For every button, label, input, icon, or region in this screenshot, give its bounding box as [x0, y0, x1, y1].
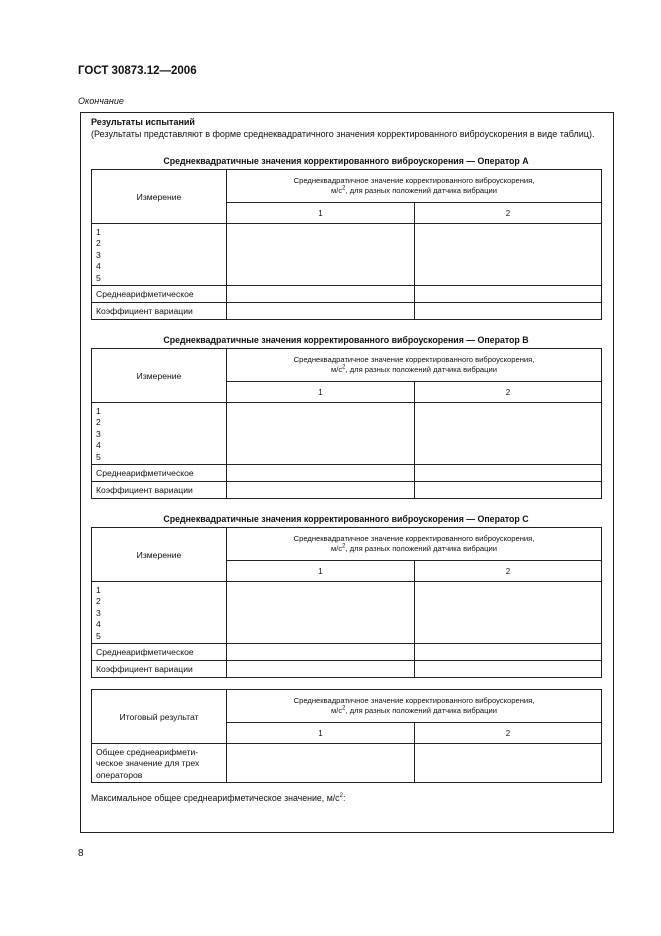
measurement-header: Измерение [92, 170, 227, 224]
value-cell-position-2 [415, 224, 602, 286]
final-result-header: Итоговый результат [92, 690, 227, 744]
position-1-header: 1 [227, 382, 415, 403]
position-1-header: 1 [227, 203, 415, 224]
section-title: Результаты испытаний [91, 117, 195, 127]
variation-cell-position-1 [227, 303, 415, 320]
value-header: Среднеквадратичное значение корректированного виброускорения, $м/с^2$, для разных положений датчика вибрации [227, 528, 602, 561]
results-table-operator-a [91, 169, 602, 320]
variation-cell-position-2 [415, 482, 602, 499]
value-header: Среднеквадратичное значение корректированного виброускорения, $м/с^2$, для разных положений датчика вибрации [227, 690, 602, 723]
overall-cell-position-1 [227, 744, 415, 783]
table-caption-operator-c: Среднеквадратичные значения корректированного виброускорения — Оператор C [163, 514, 529, 524]
max-mean-label: Максимальное общее среднеарифметическое значение, $м/с^2$: [91, 793, 346, 803]
value-cell-position-2 [415, 403, 602, 465]
value-header: Среднеквадратичное значение корректированного виброускорения, $м/с^2$, для разных положений датчика вибрации [227, 349, 602, 382]
mean-cell-position-2 [415, 465, 602, 482]
overall-mean-label: Общее среднеарифмети- ческое значение для трех операторов [92, 744, 227, 783]
final-result-table [91, 689, 602, 783]
variation-cell-position-2 [415, 661, 602, 678]
variation-cell-position-2 [415, 303, 602, 320]
position-2-header: 2 [415, 382, 602, 403]
section-note: (Результаты представляют в форме среднеквадратичного значения корректированного виброускорения в виде таблиц). [91, 129, 595, 139]
variation-label: Коэффициент вариации [92, 661, 227, 678]
overall-cell-position-2 [415, 744, 602, 783]
table-caption-operator-a: Среднеквадратичные значения корректированного виброускорения — Оператор A [163, 156, 529, 166]
measurement-header: Измерение [92, 528, 227, 582]
mean-label: Среднеарифметическое [92, 644, 227, 661]
measurement-header: Измерение [92, 349, 227, 403]
variation-cell-position-1 [227, 482, 415, 499]
position-1-header: 1 [227, 561, 415, 582]
mean-cell-position-2 [415, 644, 602, 661]
table-caption-operator-b: Среднеквадратичные значения корректированного виброускорения — Оператор B [163, 335, 529, 345]
value-cell-position-2 [415, 582, 602, 644]
value-header: Среднеквадратичное значение корректированного виброускорения, $м/с^2$, для разных положений датчика вибрации [227, 170, 602, 203]
mean-cell-position-1 [227, 286, 415, 303]
measurement-list: 1 2 3 4 5 [92, 582, 227, 644]
position-2-header: 2 [415, 561, 602, 582]
page-number: 8 [78, 848, 84, 859]
position-1-header: 1 [227, 723, 415, 744]
measurement-list: 1 2 3 4 5 [92, 403, 227, 465]
mean-cell-position-1 [227, 465, 415, 482]
variation-label: Коэффициент вариации [92, 482, 227, 499]
position-2-header: 2 [415, 203, 602, 224]
value-cell-position-1 [227, 582, 415, 644]
document-header: ГОСТ 30873.12—2006 [78, 65, 197, 77]
results-table-operator-b [91, 348, 602, 499]
variation-label: Коэффициент вариации [92, 303, 227, 320]
value-cell-position-1 [227, 224, 415, 286]
measurement-list: 1 2 3 4 5 [92, 224, 227, 286]
mean-cell-position-2 [415, 286, 602, 303]
mean-label: Среднеарифметическое [92, 286, 227, 303]
value-cell-position-1 [227, 403, 415, 465]
variation-cell-position-1 [227, 661, 415, 678]
continuation-label: Окончание [78, 96, 124, 106]
mean-cell-position-1 [227, 644, 415, 661]
results-table-operator-c [91, 527, 602, 678]
mean-label: Среднеарифметическое [92, 465, 227, 482]
position-2-header: 2 [415, 723, 602, 744]
